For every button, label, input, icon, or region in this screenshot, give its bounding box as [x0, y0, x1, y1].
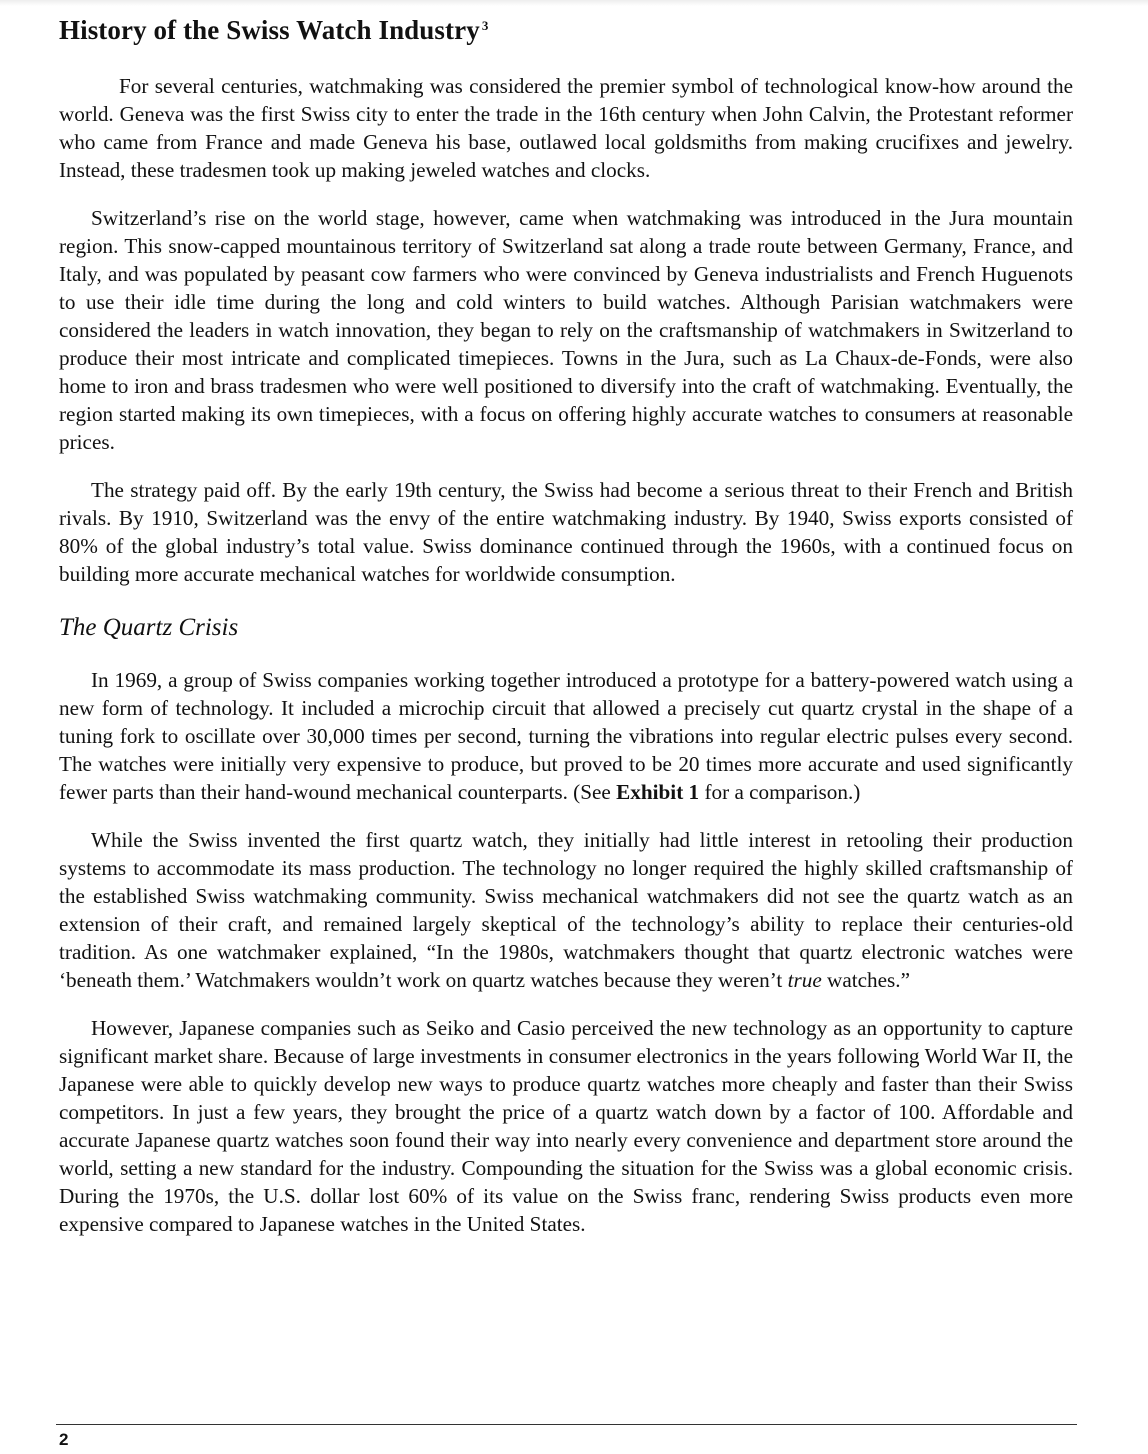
- paragraph-quartz-prototype: [59, 666, 1073, 806]
- paragraph-quartz-prototype-text: In 1969, a group of Swiss companies working together introduced a prototype for a battery-powered watch using a new form of technology. It included a microchip circuit that allowed a precisely cut quartz crystal in the shape of a tuning fork to oscillate over 30,000 times per second, turning the vibrations into regular electric pulses every second. The watches were initially very expensive to produce, but proved to be 20 times more accurate and used significantly fewer parts than their hand-wound mechanical counterparts. (See: [59, 668, 1073, 804]
- paragraph-swiss-skepticism: [59, 826, 1073, 994]
- paragraph-jura-region: Switzerland’s rise on the world stage, however, came when watchmaking was introduced in the Jura mountain region. This snow-capped mountainous territory of Switzerland sat along a trade route between Germany, France, and Italy, and was populated by peasant cow farmers who were convinced by Geneva industrialists and French Huguenots to use their idle time during the long and cold winters to build watches. Although Parisian watchmakers were considered the leaders in watch innovation, they began to rely on the craftsmanship of watchmakers in Switzerland to produce their most intricate and complicated timepieces. Towns in the Jura, such as La Chaux-de-Fonds, were also home to iron and brass tradesmen who were well positioned to diversify into the craft of watchmaking. Eventually, the region started making its own timepieces, with a focus on offering highly accurate watches to consumers at reasonable prices.: [59, 206, 1073, 454]
- section-heading-quartz-crisis: The Quartz Crisis: [59, 614, 239, 641]
- paragraph-geneva-origins: For several centuries, watchmaking was considered the premier symbol of technological know-how around the world. Geneva was the first Swiss city to enter the trade in the 16th century when John Calvin, the Protestant reformer who came from France and made Geneva his base, outlawed local goldsmiths from making crucifixes and jewelry. Instead, these tradesmen took up making jeweled watches and clocks.: [59, 74, 1073, 182]
- footnote-marker[interactable]: 3: [481, 18, 489, 33]
- paragraph-swiss-dominance: The strategy paid off. By the early 19th century, the Swiss had become a serious threat to their French and British rivals. By 1910, Switzerland was the envy of the entire watchmaking industry. By 1940, Swiss exports consisted of 80% of the global industry’s total value. Swiss dominance continued through the 1960s, with a continued focus on building more accurate mechanical watches for worldwide consumption.: [59, 478, 1073, 586]
- footer-divider: [56, 1424, 1077, 1425]
- paragraph-japanese-competition: However, Japanese companies such as Seiko and Casio perceived the new technology as an opportunity to capture significant market share. Because of large investments in consumer electronics in the years following World War II, the Japanese were able to quickly develop new ways to produce quartz watches more cheaply and faster than their Swiss competitors. In just a few years, they brought the price of a quartz watch down by a factor of 100. Affordable and accurate Japanese quartz watches soon found their way into nearly every convenience and department store around the world, setting a new standard for the industry. Compounding the situation for the Swiss was a global economic crisis. During the 1970s, the U.S. dollar lost 60% of its value on the Swiss franc, rendering Swiss products even more expensive compared to Japanese watches in the United States.: [59, 1016, 1073, 1236]
- page-title-text: History of the Swiss Watch Industry: [59, 15, 480, 45]
- paragraph-swiss-skepticism-tail: watches.”: [821, 968, 910, 992]
- paragraph-quartz-prototype-tail: for a comparison.): [699, 780, 861, 804]
- exhibit-reference: Exhibit 1: [616, 780, 700, 804]
- paragraph-swiss-skepticism-text: While the Swiss invented the first quartz watch, they initially had little interest in retooling their production systems to accommodate its mass production. The technology no longer required the highly skilled craftsmanship of the established Swiss watchmaking community. Swiss mechanical watchmakers did not see the quartz watch as an extension of their craft, and remained largely skeptical of the technology’s ability to replace their centuries-old tradition. As one watchmaker explained, “In the 1980s, watchmakers thought that quartz electronic watches were ‘beneath them.’ Watchmakers wouldn’t work on quartz watches because they weren’t: [59, 828, 1073, 992]
- page-number: 2: [59, 1430, 69, 1449]
- page-title: [59, 6, 1073, 50]
- document-page: [59, 6, 1073, 1238]
- emphasis-true: true: [787, 968, 822, 992]
